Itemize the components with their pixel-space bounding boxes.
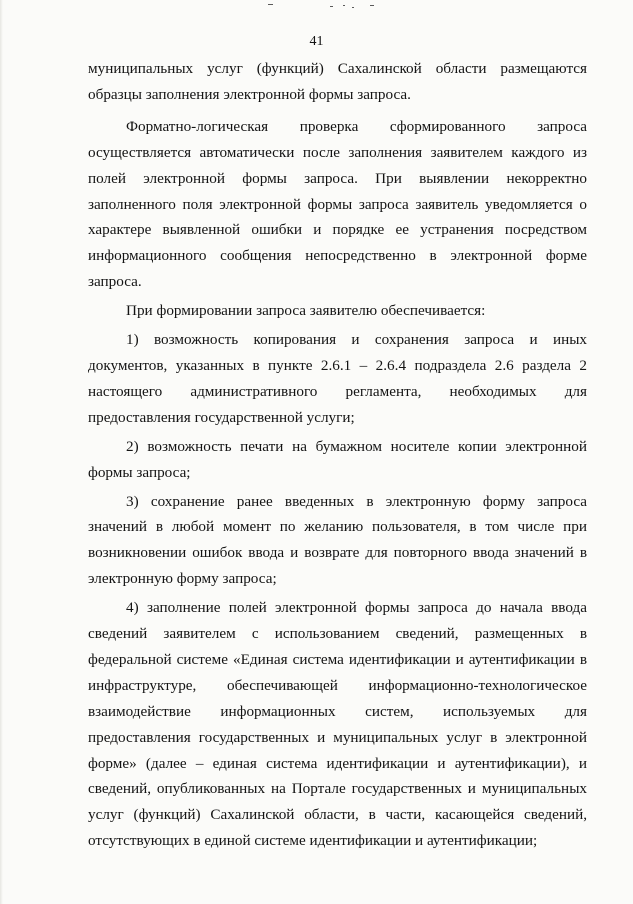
scan-edge [0, 0, 3, 904]
list-item-1: 1) возможность копирования и сохранения запроса и иных документов, указанных в пункте 2.6.1 – 2.6.4 подраздела 2.6 раздела 2 настоящего административного регламента, необходимых для предоставления государственной услуги; [88, 331, 587, 426]
scan-speck [330, 6, 333, 7]
scan-speck [343, 5, 345, 6]
list-item-3: 3) сохранение ранее введенных в электронную форму запроса значений в любой момент по желанию пользователя, в том числе при возникновении ошибок ввода и возврате для повторного ввода значений в электронную форму запроса; [88, 492, 587, 588]
list-item-4: 4) заполнение полей электронной формы запроса до начала ввода сведений заявителем с использованием сведений, размещенных в федеральной системе «Единая система идентификации и аутентификации в инфраструктуре, обеспечивающей информационно-технологическое взаимодействие информационных систем, используемых для предоставления государственных и муниципальных услуг в электронной форме» (далее – единая система идентификации и аутентификации), и сведений, опубликованных на Портале государственных и муниципальных услуг (функций) Сахалинской области, в части, касающейся сведений, отсутствующих в единой системе идентификации и аутентификации; [88, 599, 587, 850]
paragraph-request-intro: При формировании запроса заявителю обеспечивается: [126, 302, 486, 320]
scan-speck [268, 4, 273, 5]
document-body [88, 56, 587, 854]
paragraph-format-check: Форматно-логическая проверка сформированного запроса осуществляется автоматически после заполнения заявителем каждого из полей электронной формы запроса. При выявлении некорректно заполненного поля электронной формы запроса заявитель уведомляется о характере выявленной ошибки и порядке ее устранения посредством информационного сообщения непосредственно в электронной форме запроса. [88, 117, 587, 291]
paragraph-continuation: муниципальных услуг (функций) Сахалинской области размещаются образцы заполнения электронной формы запроса. [88, 60, 587, 103]
list-item-2: 2) возможность печати на бумажном носителе копии электронной формы запроса; [88, 437, 587, 481]
scan-speck [370, 5, 374, 6]
page-number: 41 [309, 34, 324, 49]
scan-speck [352, 7, 354, 8]
